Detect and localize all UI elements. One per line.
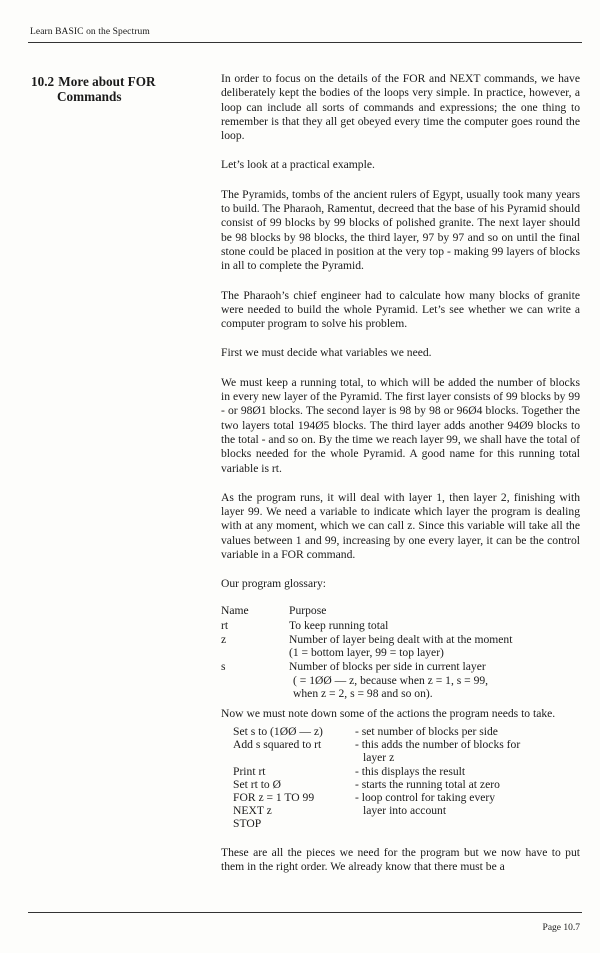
action-code: Set rt to Ø [233,777,281,791]
action-row [233,804,520,817]
glossary-name: s [221,659,226,673]
action-row [233,778,520,791]
glossary-purpose: To keep running total [289,619,389,633]
paragraph: The Pyramids, tombs of the ancient rulers of Egypt, usually took many years to build. The Pharaoh, Ramentut, decreed that the base of his Pyramid should consist of 99 blocks by 99 blocks of polished granite. The next layer should be 98 blocks by 98 blocks, the third layer, 97 by 97 and so on until the final stone could be placed in position at the very top - making 99 layers of blocks in all to complete the Pyramid. [221,187,580,273]
paragraph: We must keep a running total, to which will be added the number of blocks in every new layer of the Pyramid. The first layer consists of 99 blocks by 99 - or 98Ø1 blocks. The second layer is 98 by 98 or 96Ø4 blocks. Together the two layers total 194Ø5 blocks. The third layer adds another 94Ø9 blocks to the total - and so on. By the time we reach layer 99, we shall have the total of blocks needed for the whole Pyramid. A good name for this running total variable is rt. [221,375,580,475]
glossary-col-name: Name [221,603,249,617]
glossary-purpose: (1 = bottom layer, 99 = top layer) [289,646,444,660]
action-code: FOR z = 1 TO 99 [233,791,315,805]
action-row [233,791,520,804]
running-header: Learn BASIC on the Spectrum [30,27,150,37]
section-title-line2: Commands [57,89,122,104]
action-desc: - this displays the result [355,764,466,778]
action-desc: layer z [363,751,395,765]
section-number: 10.2 [31,74,55,89]
glossary-purpose: when z = 2, s = 98 and so on). [293,687,433,701]
action-desc: layer into account [363,804,447,818]
section-title-line1: More about FOR [58,74,156,89]
action-row [233,765,520,778]
glossary-purpose: Number of blocks per side in current layer [289,659,486,673]
glossary-header-row [221,604,512,620]
action-desc: - set number of blocks per side [355,725,498,739]
section-heading [31,74,191,104]
glossary-name: z [221,632,227,646]
action-desc: - this adds the number of blocks for [355,738,521,752]
action-desc: - starts the running total at zero [355,777,500,791]
paragraph: First we must decide what variables we need. [221,346,432,360]
glossary-row [221,619,512,633]
header-rule [28,42,582,43]
action-code: STOP [233,817,262,831]
glossary-table [221,604,512,701]
glossary-purpose: ( = 1ØØ — z, because when z = 1, s = 99, [293,673,489,687]
paragraph: Our program glossary: [221,577,326,591]
paragraph: These are all the pieces we need for the program but we now have to put them in the right order. We already know that there must be a [221,845,580,873]
page-number: Page 10.7 [542,923,580,933]
action-desc [355,817,520,830]
glossary-row [221,660,512,701]
action-desc: - loop control for taking every [355,791,496,805]
body-text [221,72,580,889]
action-code: Print rt [233,764,266,778]
footer-rule [28,912,582,913]
paragraph: As the program runs, it will deal with layer 1, then layer 2, finishing with layer 99. We need a variable to indicate which layer the program is dealing with at any moment, which we can call z. Since this variable will take all the values between 1 and 99, increasing by one every layer, it can be the control variable in a FOR command. [221,490,580,562]
paragraph: In order to focus on the details of the FOR and NEXT commands, we have deliberately kept the bodies of the loops very simple. In practice, however, a loop can include all sorts of commands and expressions; the one thing to remember is that they all get obeyed every time the computer goes round the loop. [221,72,580,143]
action-row [233,725,520,738]
action-code: Add s squared to rt [233,738,322,752]
action-row [233,817,520,830]
action-code: NEXT z [233,804,272,818]
glossary-col-purpose: Purpose [289,603,327,617]
actions-table [233,725,520,831]
paragraph: The Pharaoh’s chief engineer had to calculate how many blocks of granite were needed to build the whole Pyramid. Let’s see whether we can write a computer program to solve his problem. [221,288,580,331]
glossary-row [221,633,512,660]
action-row [233,738,520,764]
paragraph: Let’s look at a practical example. [221,158,375,172]
paragraph: Now we must note down some of the actions the program needs to take. [221,706,556,720]
action-code: Set s to (1ØØ — z) [233,725,323,739]
glossary-purpose: Number of layer being dealt with at the moment [289,632,513,646]
glossary-name: rt [221,619,229,633]
